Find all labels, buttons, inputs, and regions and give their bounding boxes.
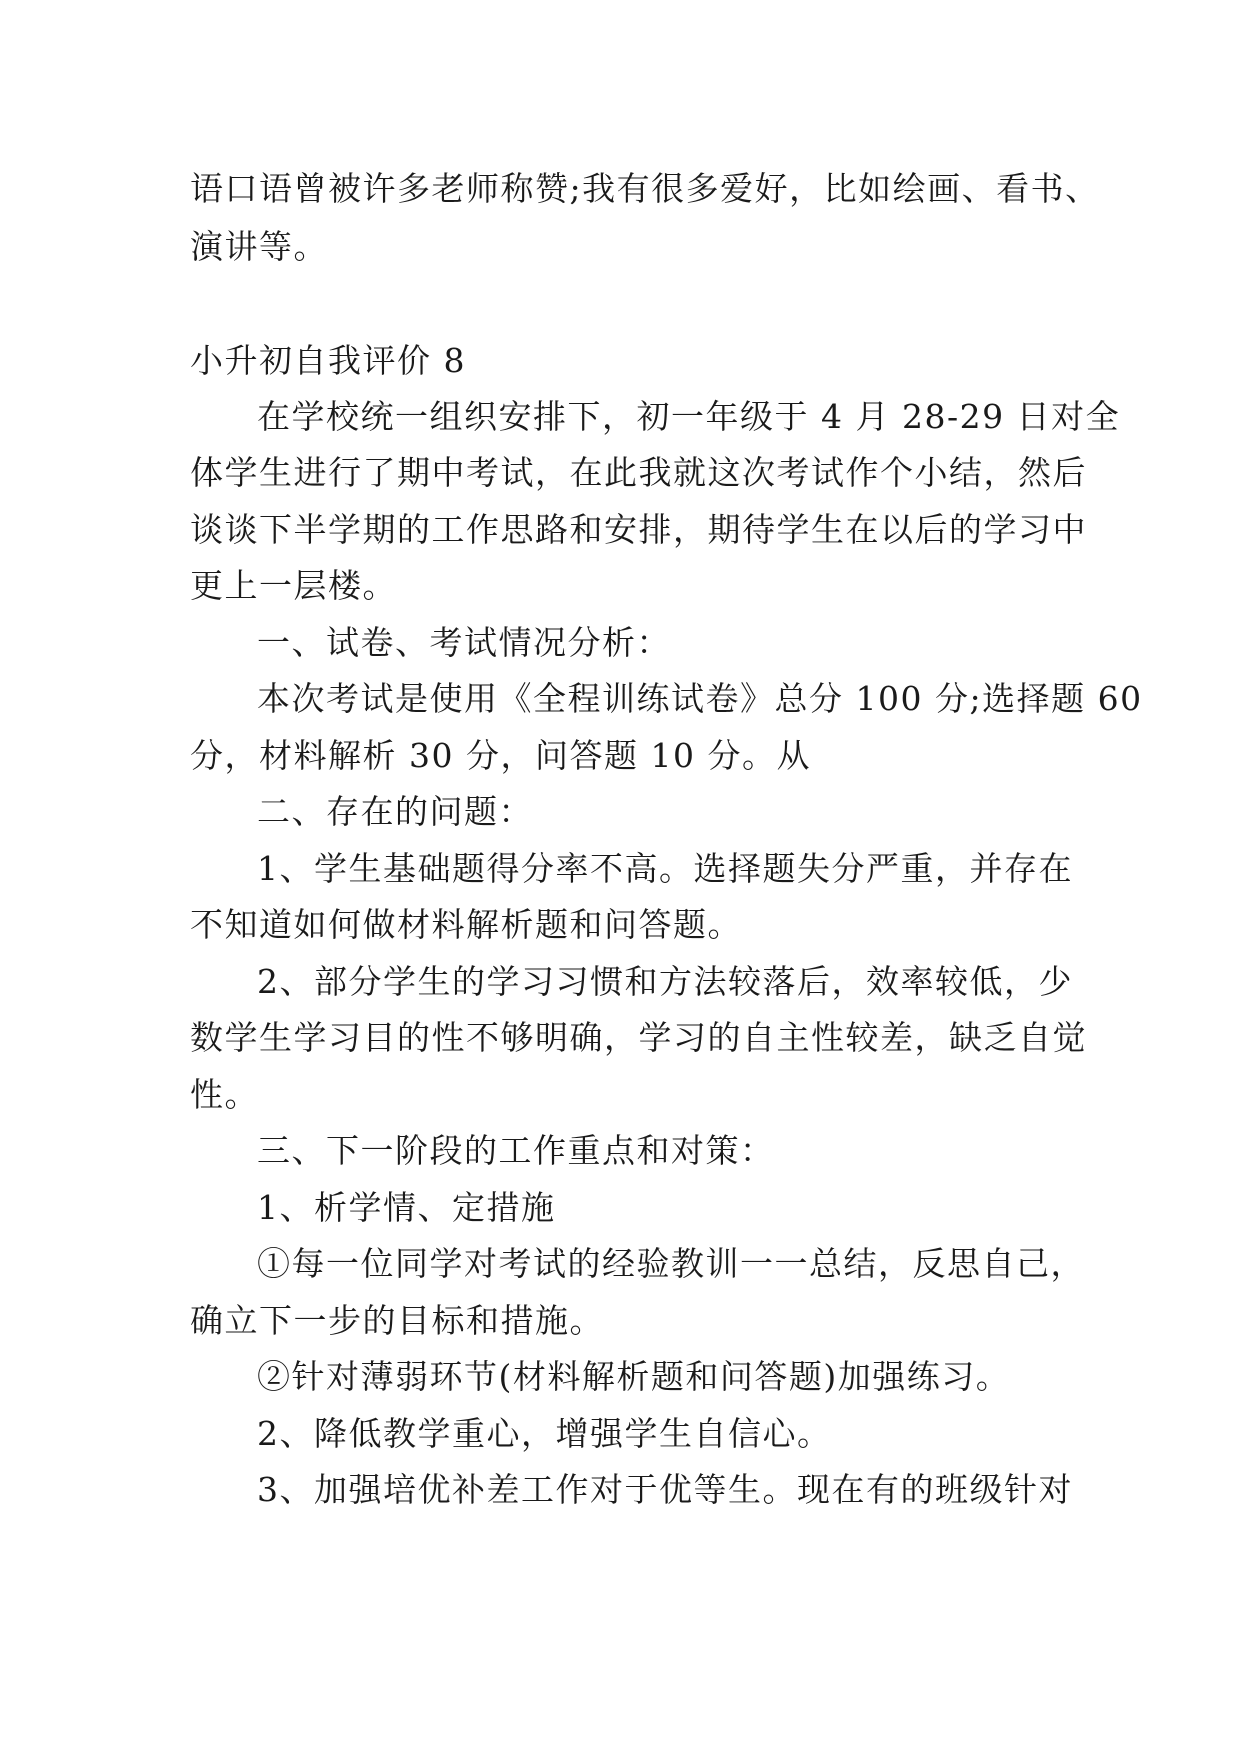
paragraph-line: 1、析学情、定措施 — [257, 1188, 556, 1227]
paragraph-line: ①每一位同学对考试的经验教训一一总结，反思自己， — [257, 1244, 1085, 1283]
paragraph-line: 确立下一步的目标和措施。 — [190, 1301, 604, 1340]
paragraph-line: 更上一层楼。 — [190, 566, 397, 605]
paragraph-line: 体学生进行了期中考试，在此我就这次考试作个小结，然后 — [190, 453, 1087, 492]
paragraph-line: 语口语曾被许多老师称赞;我有很多爱好，比如绘画、看书、 — [190, 169, 1100, 208]
document-page — [190, 0, 1143, 1754]
paragraph-line: 2、部分学生的学习习惯和方法较落后，效率较低，少 — [257, 962, 1073, 1001]
paragraph-line: ②针对薄弱环节(材料解析题和问答题)加强练习。 — [257, 1357, 1011, 1396]
paragraph-line: 2、降低教学重心，增强学生自信心。 — [257, 1414, 832, 1453]
heading-line: 一、试卷、考试情况分析： — [257, 623, 671, 662]
paragraph-line: 在学校统一组织安排下，初一年级于 4 月 28-29 日对全 — [257, 397, 1121, 436]
section-title: 小升初自我评价 8 — [190, 341, 466, 380]
paragraph-line: 本次考试是使用《全程训练试卷》总分 100 分;选择题 60 — [257, 679, 1143, 718]
heading-line: 三、下一阶段的工作重点和对策： — [257, 1131, 775, 1170]
paragraph-line: 1、学生基础题得分率不高。选择题失分严重，并存在 — [257, 849, 1073, 888]
paragraph-line: 分，材料解析 30 分，问答题 10 分。从 — [190, 736, 811, 775]
paragraph-line: 3、加强培优补差工作对于优等生。现在有的班级针对 — [257, 1470, 1073, 1509]
paragraph-line: 谈谈下半学期的工作思路和安排，期待学生在以后的学习中 — [190, 510, 1087, 549]
paragraph-line: 性。 — [190, 1075, 259, 1114]
heading-line: 二、存在的问题： — [257, 792, 533, 831]
paragraph-line: 数学生学习目的性不够明确，学习的自主性较差，缺乏自觉 — [190, 1018, 1087, 1057]
paragraph-line: 演讲等。 — [190, 227, 328, 266]
paragraph-line: 不知道如何做材料解析题和问答题。 — [190, 905, 742, 944]
